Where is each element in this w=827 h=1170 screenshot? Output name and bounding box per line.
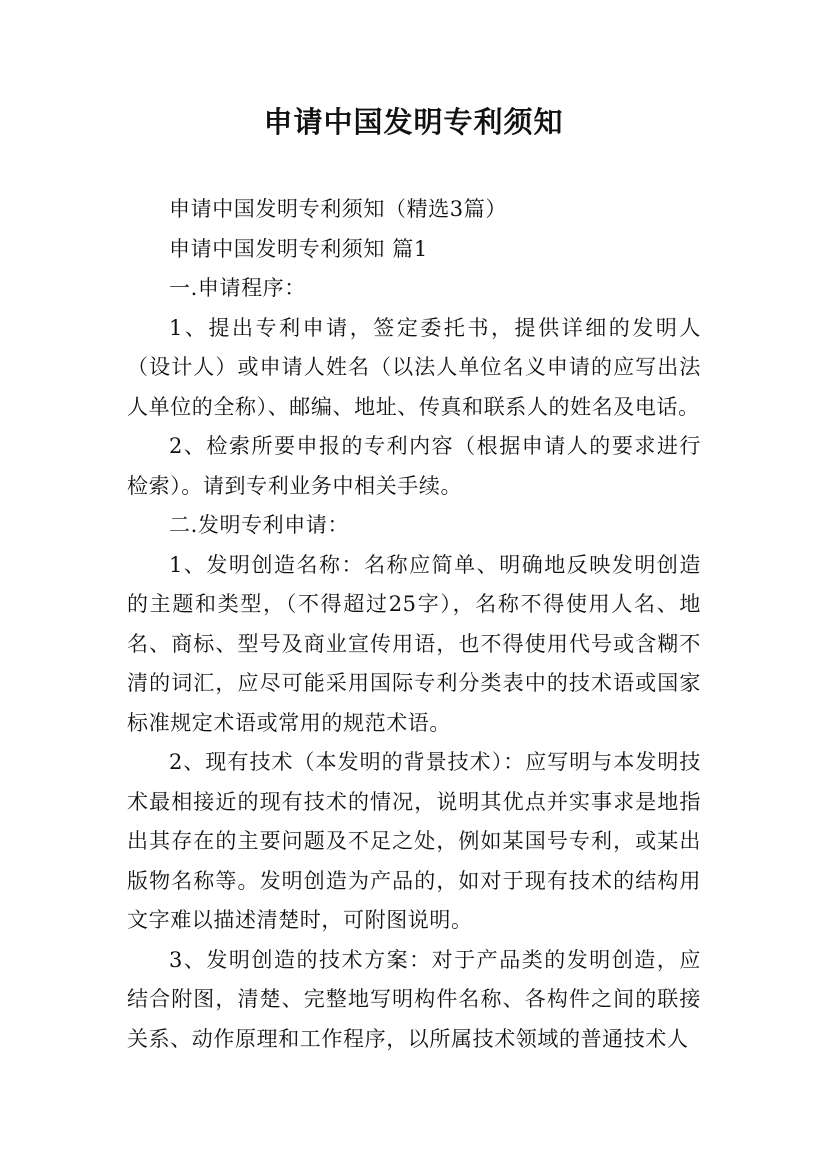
paragraph-subtitle: 申请中国发明专利须知（精选3篇） (169, 197, 507, 221)
paragraph-section-heading: 申请中国发明专利须知 篇1 (169, 236, 428, 261)
document-title: 申请中国发明专利须知 (263, 105, 564, 139)
paragraph-application-2: 2、现有技术（本发明的背景技术）：应写明与本发明技术最相接近的现有技术的情况，说明其优点并实事求是地指出其存在的主要问题及不足之处，例如某国号专利，或某出版物名称等。发明创造为产品的，如对于现有技术的结构用文字难以描述清楚时，可附图说明。 (127, 750, 701, 932)
paragraph-application-1: 1、发明创造名称：名称应简单、明确地反映发明创造的主题和类型，（不得超过25字），名称不得使用人名、地名、商标、型号及商业宣传用语，也不得使用代号或含糊不清的词汇，应尽可能采用国际专利分类表中的技术语或国家标准规定术语或常用的规范术语。 (127, 552, 701, 735)
paragraph-application-3: 3、发明创造的技术方案：对于产品类的发明创造，应结合附图，清楚、完整地写明构件名称、各构件之间的联接关系、动作原理和工作程序，以所属技术领域的普通技术人 (127, 947, 701, 1051)
paragraph-heading-application: 二.发明专利申请： (169, 513, 350, 537)
paragraph-procedure-1: 1、提出专利申请，签定委托书，提供详细的发明人（设计人）或申请人姓名（以法人单位名义申请的应写出法人单位的全称）、邮编、地址、传真和联系人的姓名及电话。 (127, 315, 701, 419)
paragraph-procedure-2: 2、检索所要申报的专利内容（根据申请人的要求进行检索）。请到专利业务中相关手续。 (127, 434, 701, 498)
document-body (127, 190, 701, 1059)
paragraph-heading-procedure: 一.申请程序： (169, 276, 306, 300)
